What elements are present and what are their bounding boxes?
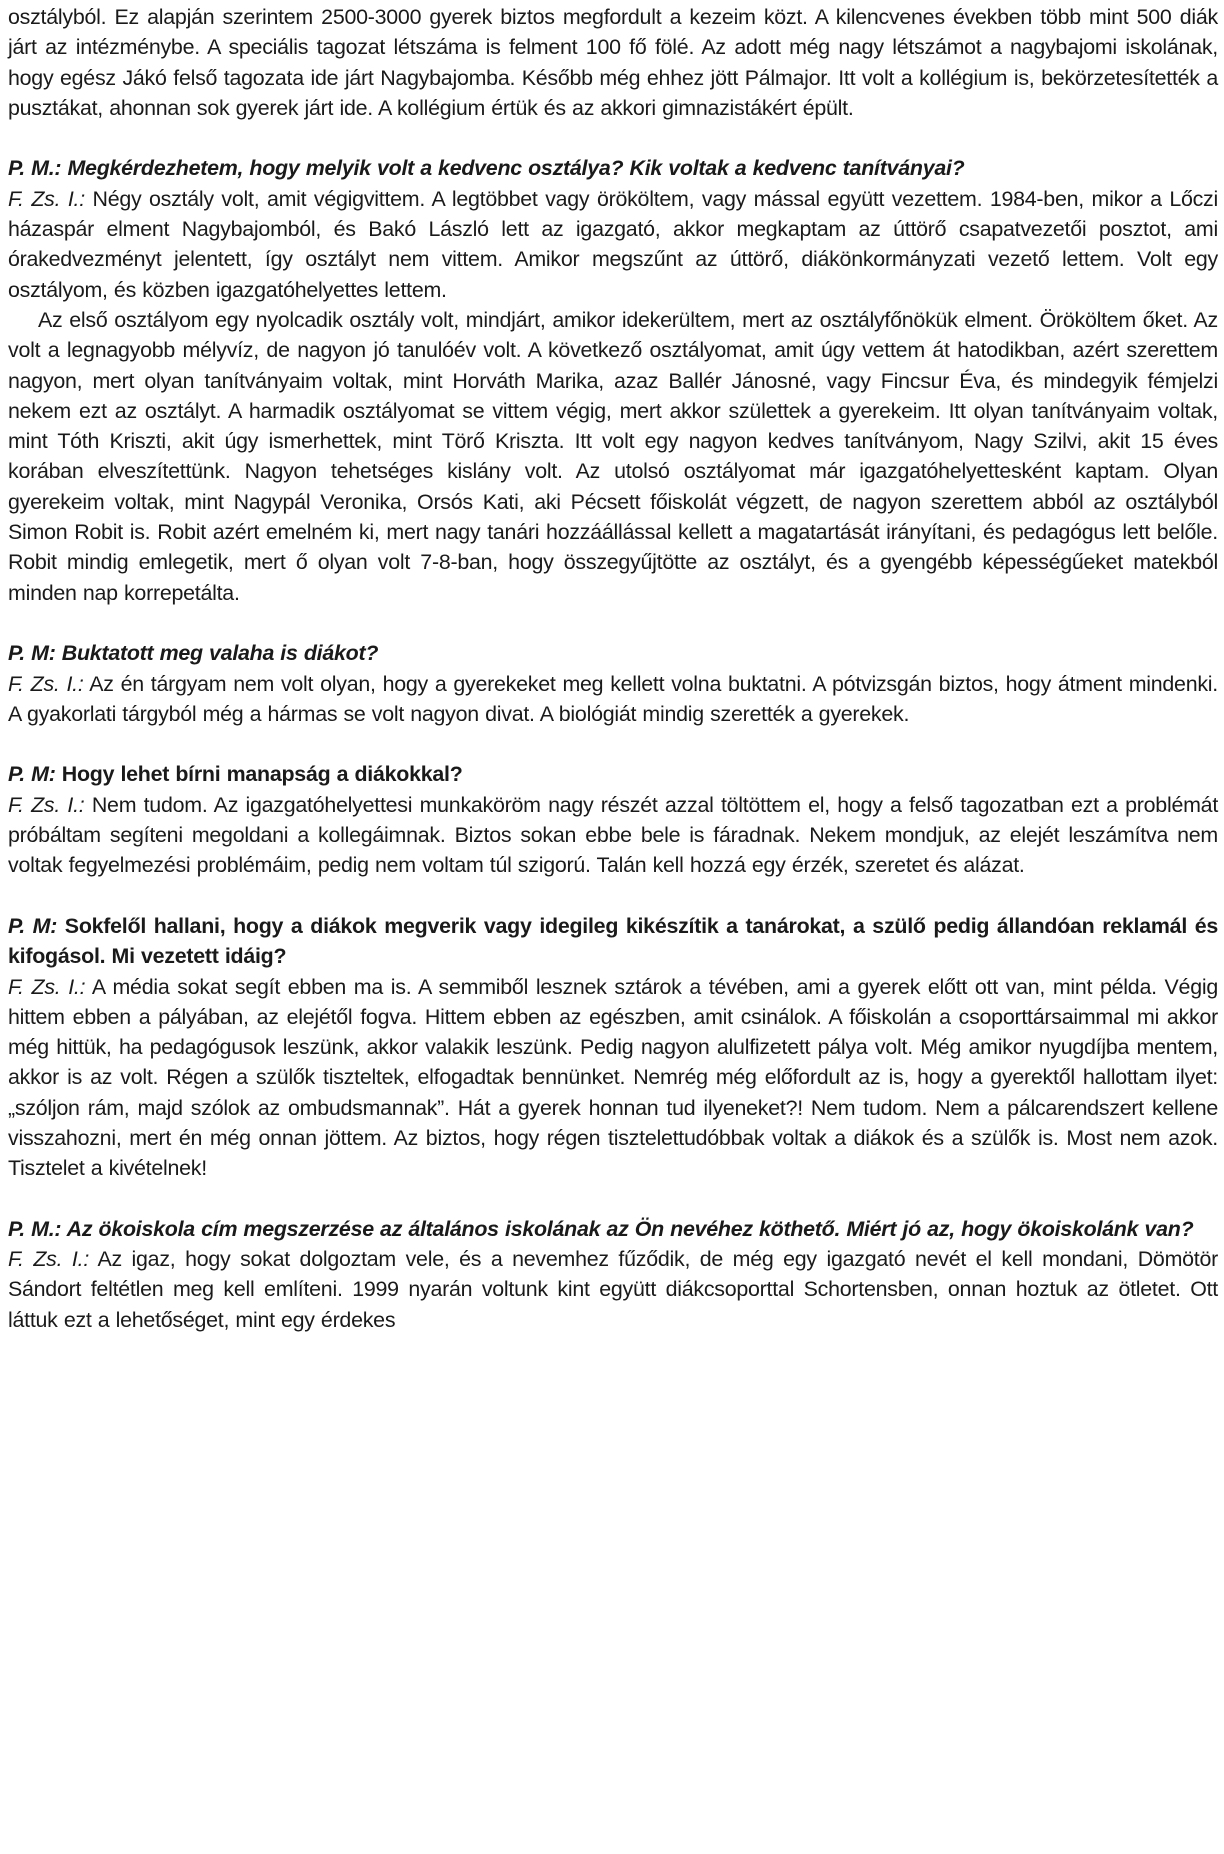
answer-text: Az igaz, hogy sokat dolgoztam vele, és a nevemhez fűződik, de még egy igazgató nevét el kell mondani, Dömötör Sándort feltétlen meg kell említeni. 1999 nyarán voltunk kint együtt diákcsoporttal Schortensben, onnan hoztuk az ötletet. Ott láttuk ezt a lehetőséget, mint egy érdekes xyxy=(8,1247,1218,1332)
answer-favorite-class xyxy=(8,184,1218,305)
spacer xyxy=(8,1184,1218,1214)
question-text: Megkérdezhetem, hogy melyik volt a kedvenc osztálya? Kik voltak a kedvenc tanítványai? xyxy=(61,156,965,181)
answer-favorite-class-continued: Az első osztályom egy nyolcadik osztály volt, mindjárt, amikor idekerültem, mert az osztályfőnökük elment. Örököltem őket. Az volt a legnagyobb mélyvíz, de nagyon jó tanulóév volt. A következő osztályomat, amit úgy vettem át hatodikban, azért szerettem nagyon, mert olyan tanítványaim voltak, mint Horváth Marika, azaz Ballér Jánosné, vagy Fincsur Éva, és mindegyik fémjelzi nekem ezt az osztályt. A harmadik osztályomat se vittem végig, mert akkor születtek a gyerekeim. Itt olyan tanítványaim voltak, mint Tóth Kriszti, akit úgy ismerhettek, mint Törő Kriszta. Itt volt egy nagyon kedves tanítványom, Nagy Szilvi, akit 15 éves korában elveszítettünk. Nagyon tehetséges kislány volt. Az utolsó osztályomat már igazgatóhelyettesként kaptam. Olyan gyerekeim voltak, mint Nagypál Veronika, Orsós Kati, aki Pécsett főiskolát végzett, de nagyon szerettem abból az osztályból Simon Robit is. Robit azért emelném ki, mert nagy tanári hozzáállással kellett a magatartását irányítani, és pedagógus lett belőle. Robit mindig emlegetik, mert ő olyan volt 7-8-ban, hogy összegyűjtötte az osztályt, és a gyengébb képességűeket matekból minden nap korrepetálta. xyxy=(8,307,1218,605)
question-speaker: P. M: xyxy=(8,641,56,666)
answer-failed-students xyxy=(8,669,1218,730)
question-handling-students xyxy=(8,759,1218,789)
question-text: Az ökoiskola cím megszerzése az általános iskolának az Ön nevéhez köthető. Miért jó az, hogy ökoiskolánk van? xyxy=(61,1216,1194,1241)
question-eco-school xyxy=(8,1214,1218,1244)
answer-speaker: F. Zs. I.: xyxy=(8,974,86,999)
answer-text: Nem tudom. Az igazgatóhelyettesi munkaköröm nagy részét azzal töltöttem el, hogy a felső tagozatban ezt a problémát próbáltam segíteni megoldani a kollegáimnak. Biztos sokan ebbe bele is fáradnak. Nekem mondjuk, az elejét leszámítva nem voltak fegyelmezési problémáim, pedig nem voltam túl szigorú. Talán kell hozzá egy érzék, szeretet és alázat. xyxy=(8,792,1219,878)
question-text: Buktatott meg valaha is diákot? xyxy=(55,641,379,666)
question-text: Sokfelől hallani, hogy a diákok megverik vagy idegileg kikészítik a tanárokat, a szülő pedig állandóan reklamál és kifogásol. Mi vezetett idáig? xyxy=(8,913,1219,969)
question-speaker: P. M.: xyxy=(8,156,62,181)
answer-speaker: F. Zs. I.: xyxy=(8,792,85,817)
answer-handling-students xyxy=(8,790,1218,881)
question-speaker: P. M: xyxy=(8,762,56,787)
question-speaker: P. M: xyxy=(8,913,58,938)
question-favorite-class xyxy=(8,153,1218,183)
answer-text: Négy osztály volt, amit végigvittem. A legtöbbet vagy örököltem, vagy mással együtt vezettem. 1984-ben, mikor a Lőczi házaspár elment Nagybajomból, és Bakó László lett az igazgató, akkor megkaptam az úttörő csapatvezetői posztot, ami órakedvezményt jelentett, így osztályt nem vittem. Amikor megszűnt az úttörő, diákönkormányzati vezető lettem. Volt egy osztályom, és közben igazgatóhelyettes lettem. xyxy=(8,186,1219,302)
answer-speaker: F. Zs. I.: xyxy=(8,671,84,696)
document-page xyxy=(8,2,1218,1335)
answer-what-led-here xyxy=(8,972,1218,1184)
spacer xyxy=(8,608,1218,638)
question-speaker: P. M.: xyxy=(8,1216,62,1241)
intro-paragraph: osztályból. Ez alapján szerintem 2500-3000 gyerek biztos megfordult a kezeim közt. A kilencvenes években több mint 500 diák járt az intézménybe. A speciális tagozat létszáma is felment 100 fő fölé. Az adott még nagy létszámot a nagybajomi iskolának, hogy egész Jákó felső tagozata ide járt Nagybajomba. Később még ehhez jött Pálmajor. Itt volt a kollégium is, bekörzetesítették a pusztákat, ahonnan sok gyerek járt ide. A kollégium értük és az akkori gimnazistákért épült. xyxy=(8,5,1218,120)
question-what-led-here xyxy=(8,911,1218,972)
spacer xyxy=(8,729,1218,759)
spacer xyxy=(8,881,1218,911)
answer-speaker: F. Zs. I.: xyxy=(8,186,85,211)
spacer xyxy=(8,123,1218,153)
question-failed-students xyxy=(8,638,1218,668)
answer-speaker: F. Zs. I.: xyxy=(8,1247,90,1272)
answer-text: Az én tárgyam nem volt olyan, hogy a gyerekeket meg kellett volna buktatni. A pótvizsgán biztos, hogy átment mindenki. A gyakorlati tárgyból még a hármas se volt nagyon divat. A biológiát mindig szerették a gyerekek. xyxy=(8,671,1218,726)
answer-eco-school xyxy=(8,1244,1218,1335)
answer-text: A média sokat segít ebben ma is. A semmiből lesznek sztárok a tévében, ami a gyerek előtt ott van, mint példa. Végig hittem ebben a pályában, az elejétől fogva. Hittem ebben az egészben, amit csinálok. A főiskolán a csoporttársaimmal mi akkor még hittük, ha pedagógusok leszünk, akkor valakik leszünk. Pedig nagyon alulfizetett pálya volt. Még amikor nyugdíjba mentem, akkor is az volt. Régen a szülők tiszteltek, elfogadtak bennünket. Nemrég még előfordult az is, hogy a gyerektől hallottam ilyet: „szóljon rám, majd szólok az ombudsmannak”. Hát a gyerek honnan tud ilyeneket?! Nem tudom. Nem a pálcarendszert kellene visszahozni, mert én még onnan jöttem. Az biztos, hogy régen tisztelettudóbbak voltak a diákok és a szülők is. Most nem azok. Tisztelet a kivételnek! xyxy=(8,974,1219,1181)
question-text: Hogy lehet bírni manapság a diákokkal? xyxy=(55,762,463,787)
